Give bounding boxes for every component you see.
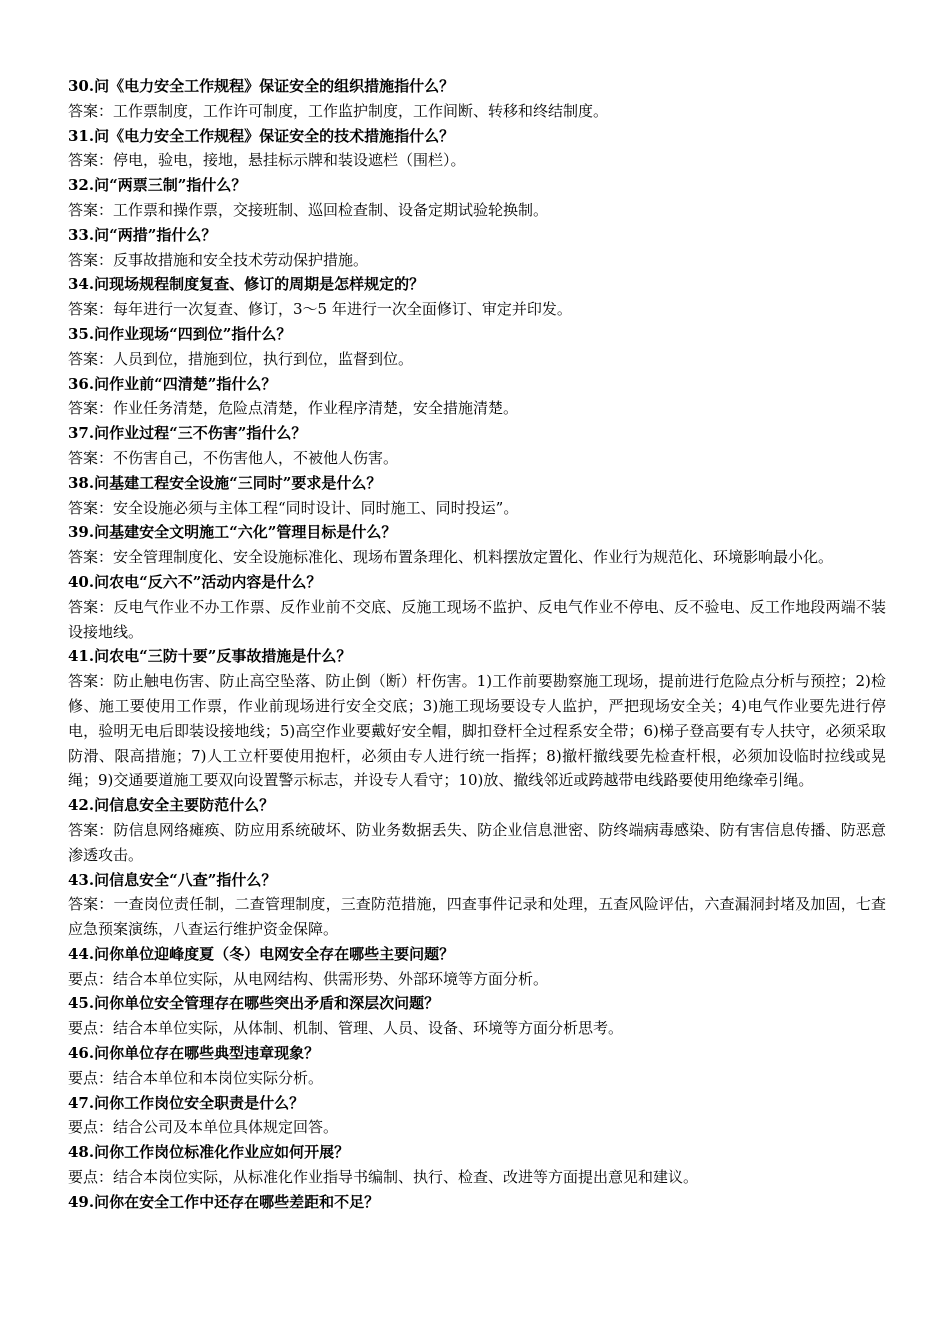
question-text: 问你工作岗位标准化作业应如何开展？ <box>94 1143 350 1162</box>
question-number: 41. <box>68 647 95 666</box>
question-line <box>68 372 886 397</box>
question-line <box>68 322 886 347</box>
question-line <box>68 1190 886 1215</box>
answer-text: 答案：一查岗位责任制，二查管理制度，三查防范措施，四查事件记录和处理，五查风险评估，六查漏洞封堵及加固，七查应急预案演练，八查运行维护资金保障。 <box>68 895 886 939</box>
question-number: 45. <box>68 994 95 1013</box>
question-number: 39. <box>68 523 95 542</box>
answer-text: 答案：作业任务清楚，危险点清楚，作业程序清楚，安全措施清楚。 <box>68 399 519 418</box>
question-number: 36. <box>68 374 95 393</box>
answer-text: 答案：防信息网络瘫痪、防应用系统破坏、防业务数据丢失、防企业信息泄密、防终端病毒感染、防有害信息传播、防恶意渗透攻击。 <box>68 820 886 864</box>
question-text: 问你单位安全管理存在哪些突出矛盾和深层次问题？ <box>94 994 440 1013</box>
question-text: 问你在安全工作中还存在哪些差距和不足？ <box>94 1192 380 1211</box>
question-line <box>68 1140 886 1165</box>
question-text: 问你单位迎峰度夏（冬）电网安全存在哪些主要问题？ <box>94 944 455 963</box>
question-text: 问基建安全文明施工“六化”管理目标是什么？ <box>94 523 397 542</box>
question-line <box>68 173 886 198</box>
answer-text: 答案：反事故措施和安全技术劳动保护措施。 <box>68 250 369 269</box>
answer-text: 答案：停电，验电，接地，悬挂标示牌和装设遮栏（围栏）。 <box>68 151 466 170</box>
question-number: 38. <box>68 473 95 492</box>
question-number: 43. <box>68 870 95 889</box>
question-line <box>68 1041 886 1066</box>
question-text: 问《电力安全工作规程》保证安全的技术措施指什么？ <box>94 126 455 145</box>
answer-text: 答案：反电气作业不办工作票、反作业前不交底、反施工现场不监护、反电气作业不停电、反不验电、反工作地段两端不装设接地线。 <box>68 597 886 641</box>
answer-text: 要点：结合本单位实际，从体制、机制、管理、人员、设备、环境等方面分析思考。 <box>68 1019 624 1038</box>
question-line <box>68 793 886 818</box>
answer-text: 要点：结合本岗位实际，从标准化作业指导书编制、执行、检查、改进等方面提出意见和建议。 <box>68 1168 699 1187</box>
answer-text: 答案：安全管理制度化、安全设施标准化、现场布置条理化、机料摆放定置化、作业行为规范化、环境影响最小化。 <box>68 548 834 567</box>
question-text: 问《电力安全工作规程》保证安全的组织措施指什么？ <box>94 77 455 95</box>
question-text: 问农电“反六不”活动内容是什么？ <box>94 572 322 591</box>
question-line <box>68 520 886 545</box>
question-line <box>68 644 886 669</box>
question-number: 42. <box>68 796 95 815</box>
document-page <box>68 74 886 1215</box>
question-text: 问你单位存在哪些典型违章现象？ <box>94 1044 320 1063</box>
question-line <box>68 74 886 99</box>
question-line <box>68 124 886 149</box>
question-number: 49. <box>68 1192 95 1211</box>
question-number: 30. <box>68 77 95 95</box>
question-line <box>68 868 886 893</box>
question-line <box>68 272 886 297</box>
question-text: 问基建工程安全设施“三同时”要求是什么？ <box>94 473 382 492</box>
question-number: 46. <box>68 1044 95 1063</box>
question-text: 问作业前“四清楚”指什么？ <box>94 374 277 393</box>
answer-text: 要点：结合本单位和本岗位实际分析。 <box>68 1068 324 1087</box>
answer-text: 答案：工作票和操作票，交接班制、巡回检查制、设备定期试验轮换制。 <box>68 200 549 219</box>
question-number: 48. <box>68 1143 95 1162</box>
question-text: 问“两票三制”指什么？ <box>94 176 247 195</box>
answer-text: 答案：不伤害自己，不伤害他人，不被他人伤害。 <box>68 448 399 467</box>
answer-text: 答案：防止触电伤害、防止高空坠落、防止倒（断）杆伤害。1)工作前要勘察施工现场，提前进行危险点分析与预控；2)检修、施工要使用工作票，作业前现场进行安全交底；3)施工现场要设专人监护，严把现场安全关；4)电气作业要先进行停电，验明无电后即装设接地线；5)高空作业要戴好安全帽，脚扣登杆全过程系安全带；6)梯子登高要有专人扶守，必须采取防滑、限高措施；7)人工立杆要使用抱杆，必须由专人进行统一指挥；8)撤杆撤线要先检查杆根，必须加设临时拉线或晃绳；9)交通要道施工要双向设置警示标志，并设专人看守；10)放、撤线邻近或跨越带电线路要使用绝缘牵引绳。 <box>68 672 886 790</box>
answer-text: 答案：安全设施必须与主体工程“同时设计、同时施工、同时投运”。 <box>68 498 519 517</box>
question-line <box>68 1091 886 1116</box>
question-line <box>68 471 886 496</box>
answer-text: 要点：结合公司及本单位具体规定回答。 <box>68 1118 339 1137</box>
answer-text: 要点：结合本单位实际，从电网结构、供需形势、外部环境等方面分析。 <box>68 969 549 988</box>
question-line <box>68 570 886 595</box>
question-text: 问信息安全主要防范什么？ <box>94 796 275 815</box>
question-text: 问“两措”指什么？ <box>94 225 217 244</box>
answer-text: 答案：每年进行一次复查、修订，3～5 年进行一次全面修订、审定并印发。 <box>68 300 572 319</box>
question-number: 40. <box>68 572 95 591</box>
question-text: 问你工作岗位安全职责是什么？ <box>94 1093 305 1112</box>
question-number: 47. <box>68 1093 95 1112</box>
question-line <box>68 942 886 967</box>
question-line <box>68 223 886 248</box>
answer-text: 答案：工作票制度，工作许可制度，工作监护制度，工作间断、转移和终结制度。 <box>68 101 609 120</box>
question-text: 问农电“三防十要”反事故措施是什么？ <box>94 647 352 666</box>
question-line <box>68 991 886 1016</box>
question-number: 31. <box>68 126 95 145</box>
question-line <box>68 421 886 446</box>
question-number: 35. <box>68 324 95 343</box>
question-number: 33. <box>68 225 95 244</box>
question-number: 37. <box>68 424 95 443</box>
answer-text: 答案：人员到位，措施到位，执行到位，监督到位。 <box>68 349 414 368</box>
question-text: 问现场规程制度复查、修订的周期是怎样规定的？ <box>94 275 425 294</box>
question-number: 34. <box>68 275 95 294</box>
question-text: 问作业现场“四到位”指什么？ <box>94 324 292 343</box>
question-number: 32. <box>68 176 95 195</box>
question-number: 44. <box>68 944 95 963</box>
question-text: 问作业过程“三不伤害”指什么？ <box>94 424 307 443</box>
question-text: 问信息安全“八查”指什么？ <box>94 870 277 889</box>
